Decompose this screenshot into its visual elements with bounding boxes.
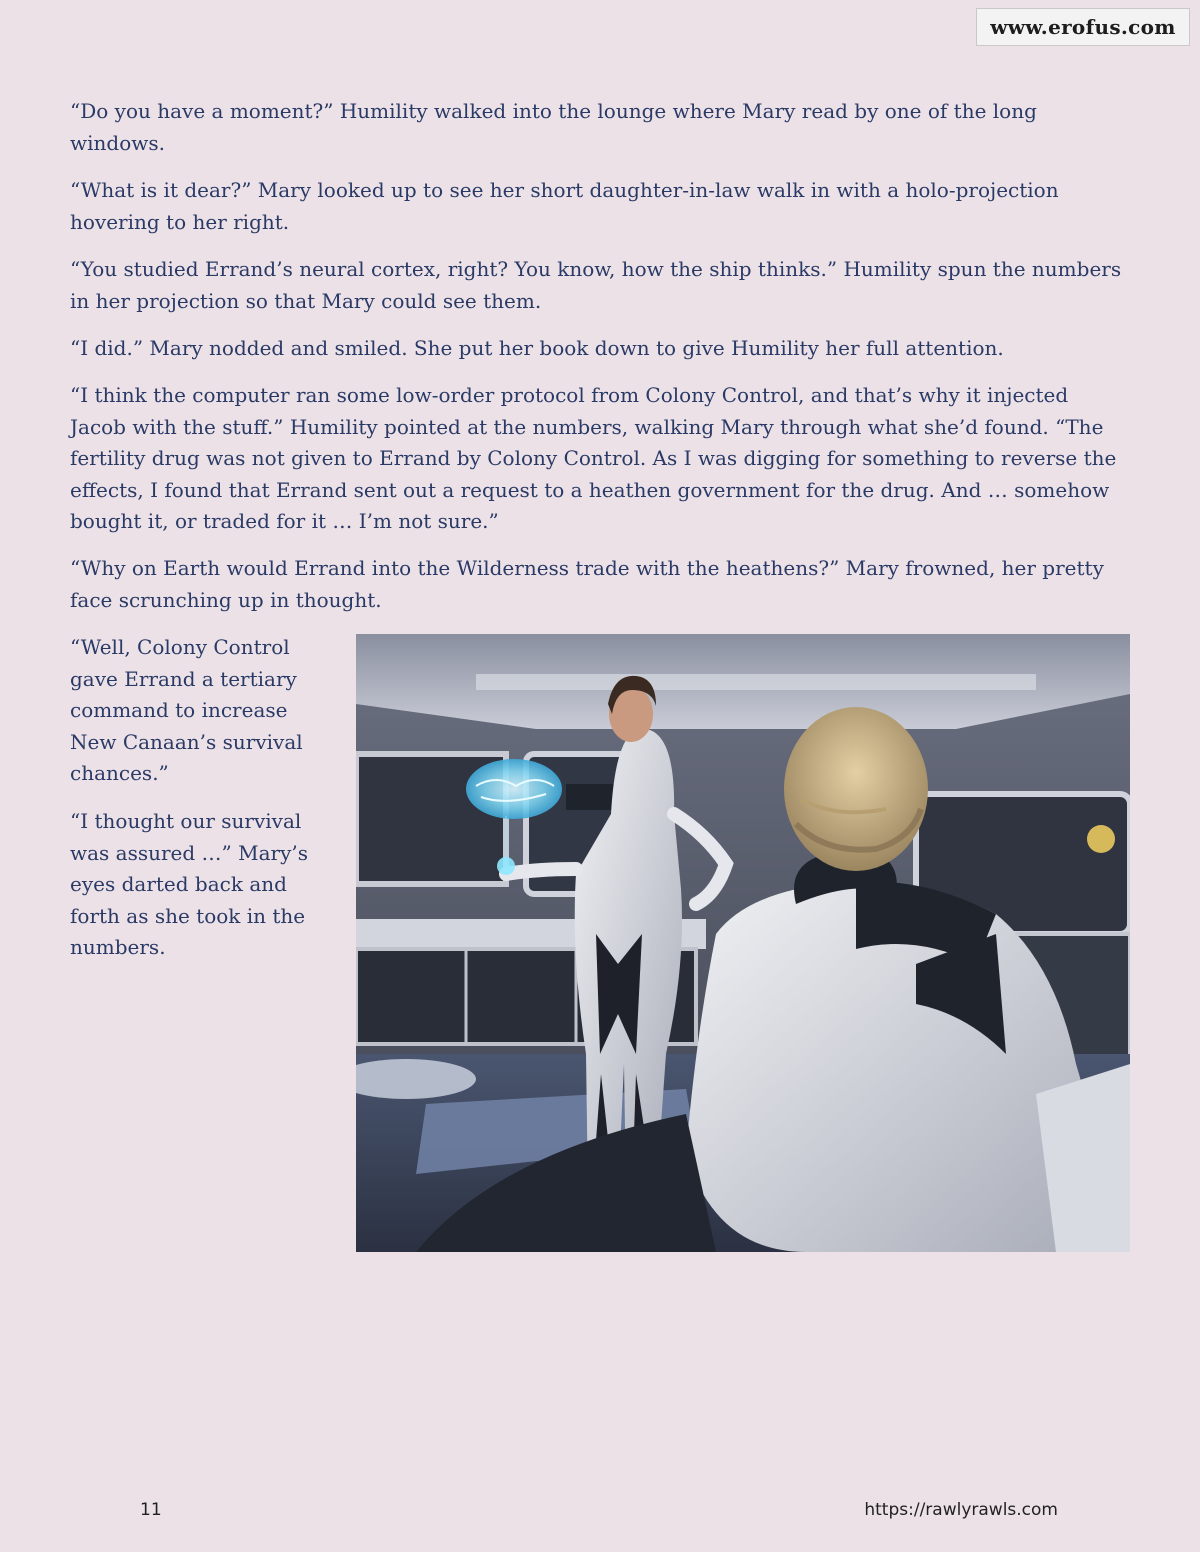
watermark: www.erofus.com bbox=[976, 8, 1190, 46]
side-paragraph-2: “I thought our survival was assured …” Mary’s eyes darted back and forth as she took in the numbers. bbox=[70, 809, 309, 959]
paragraph-1: “Do you have a moment?” Humility walked into the lounge where Mary read by one of the long windows. bbox=[70, 99, 1037, 155]
illustration-scene bbox=[356, 634, 1130, 1252]
paragraph-3: “You studied Errand’s neural cortex, right? You know, how the ship thinks.” Humility spun the numbers in her projection so that Mary could see them. bbox=[70, 257, 1122, 313]
paragraph-6: “Why on Earth would Errand into the Wilderness trade with the heathens?” Mary frowned, her pretty face scrunching up in thought. bbox=[70, 556, 1104, 612]
paragraph-4: “I did.” Mary nodded and smiled. She put her book down to give Humility her full attention. bbox=[70, 336, 1004, 360]
page-number: 11 bbox=[140, 1500, 162, 1520]
story-illustration bbox=[356, 634, 1130, 1252]
paragraph-2: “What is it dear?” Mary looked up to see her short daughter-in-law walk in with a holo-projection hovering to her right. bbox=[70, 178, 1059, 234]
side-paragraph-1: “Well, Colony Control gave Errand a tertiary command to increase New Canaan’s survival chances.” bbox=[70, 635, 303, 785]
paragraph-5: “I think the computer ran some low-order protocol from Colony Control, and that’s why it injected Jacob with the stuff.” Humility pointed at the numbers, walking Mary through what she’d found. “The fertility drug was not given to Errand by Colony Control. As I was digging for something to reverse the effects, I found that Errand sent out a request to a heathen government for the drug. And … somehow bought it, or traded for it … I’m not sure.” bbox=[70, 383, 1117, 533]
footer-url[interactable]: https://rawlyrawls.com bbox=[864, 1500, 1058, 1520]
